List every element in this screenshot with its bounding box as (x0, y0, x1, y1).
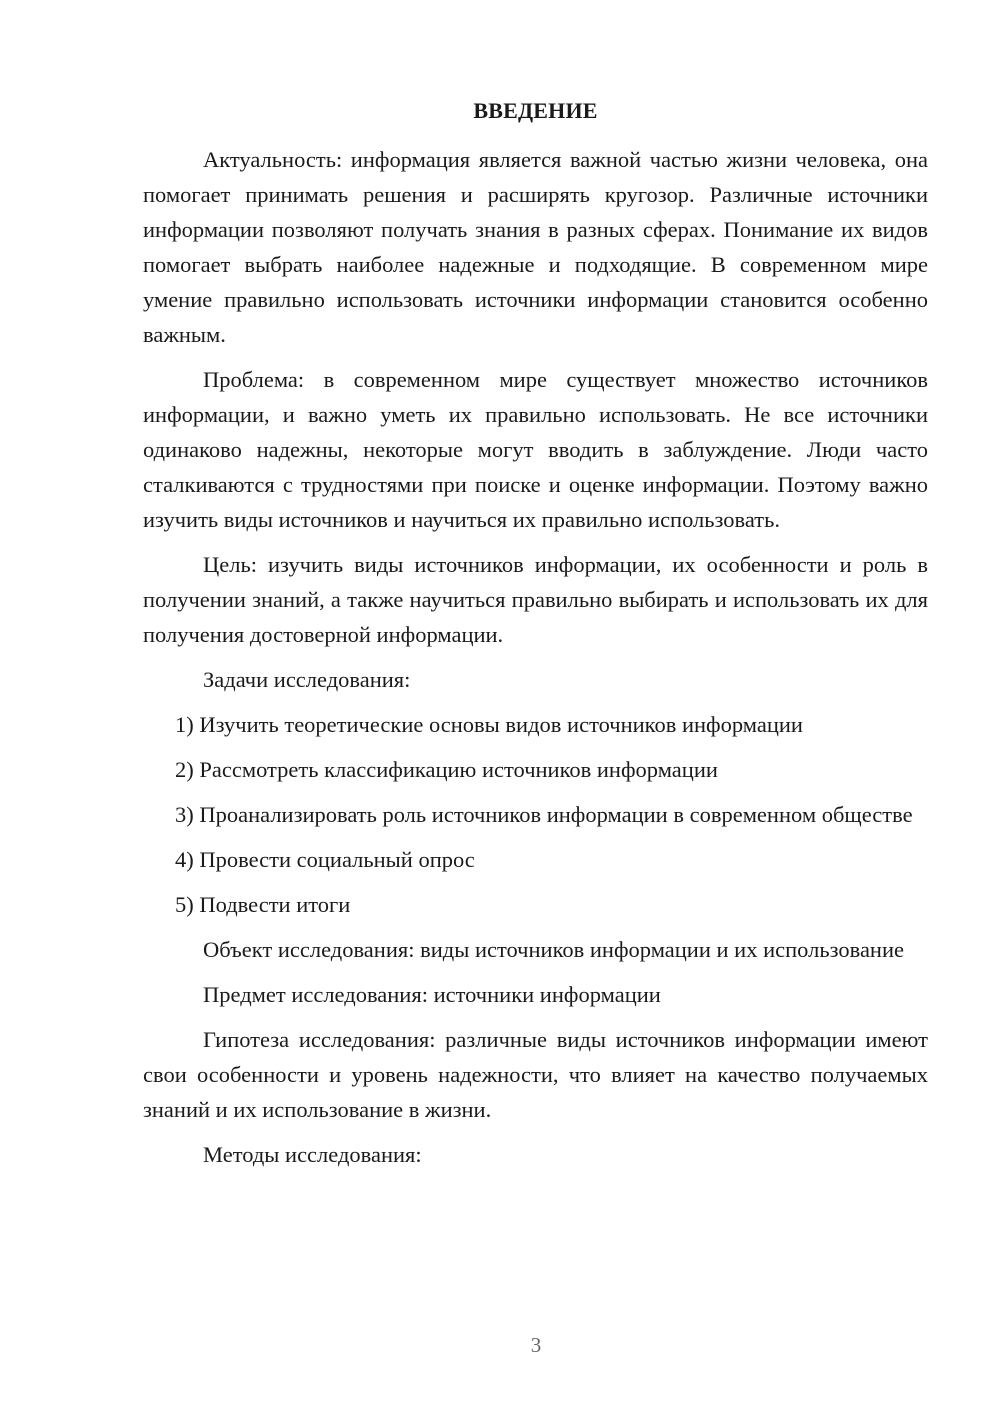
task-item: 3) Проанализировать роль источников информации в современном обществе (175, 802, 913, 827)
goal-paragraph: Цель: изучить виды источников информации, их особенности и роль в получении знаний, а также научиться правильно выбирать и использовать их для получения достоверной информации. (143, 552, 928, 647)
page-number: 3 (530, 1333, 542, 1357)
page-title: ВВЕДЕНИЕ (473, 98, 598, 123)
subject-paragraph: Предмет исследования: источники информации (203, 982, 661, 1007)
problem-paragraph: Проблема: в современном мире существует множество источников информации, и важно уметь их правильно использовать. Не все источники одинаково надежны, некоторые могут вводить в заблуждение. Люди часто сталкиваются с трудностями при поиске и оценке информации. Поэтому важно изучить виды источников и научиться их правильно использовать. (143, 367, 928, 532)
task-item: 5) Подвести итоги (175, 892, 351, 917)
object-paragraph: Объект исследования: виды источников информации и их использование (203, 937, 904, 962)
task-item: 1) Изучить теоретические основы видов источников информации (175, 712, 803, 737)
methods-heading: Методы исследования: (203, 1142, 422, 1167)
task-item: 4) Провести социальный опрос (175, 847, 475, 872)
page-content (143, 94, 928, 1182)
tasks-heading: Задачи исследования: (203, 667, 411, 692)
relevance-paragraph: Актуальность: информация является важной частью жизни человека, она помогает принимать решения и расширять кругозор. Различные источники информации позволяют получать знания в разных сферах. Понимание их видов помогает выбрать наиболее надежные и подходящие. В современном мире умение правильно использовать источники информации становится особенно важным. (143, 147, 928, 347)
hypothesis-paragraph: Гипотеза исследования: различные виды источников информации имеют свои особенности и уровень надежности, что влияет на качество получаемых знаний и их использование в жизни. (143, 1027, 928, 1122)
task-item: 2) Рассмотреть классификацию источников информации (175, 757, 718, 782)
